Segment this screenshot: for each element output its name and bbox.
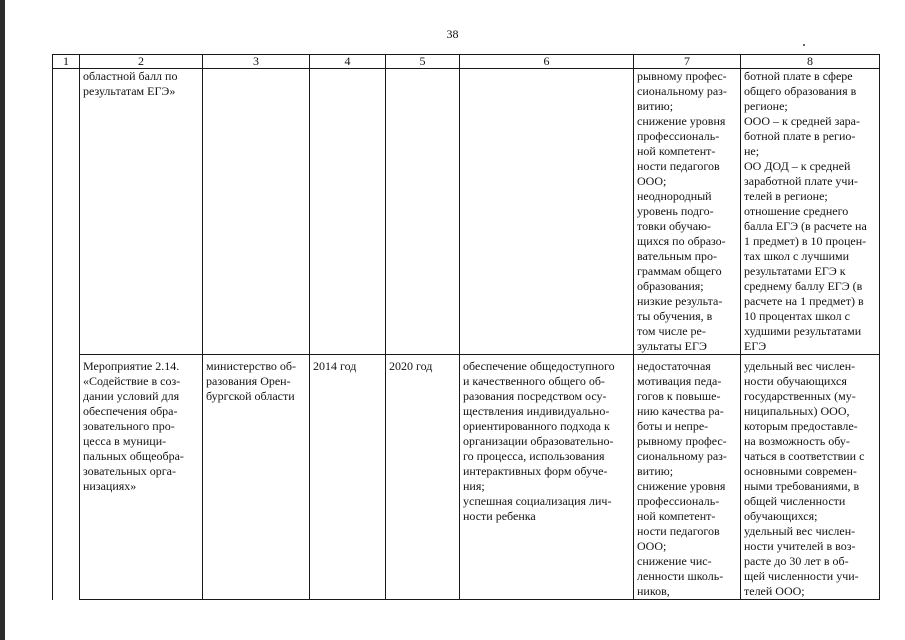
cell-text-line: 2014 год [313,359,357,373]
end-year-cell [386,69,460,355]
cell-text-line: ниципальных) ООО, [744,404,850,418]
cell-text-line: ния; [463,479,485,493]
cell-text-line: телей ООО; [744,584,805,598]
cell-text-line: образования; [637,279,704,293]
cell-text-line: уровень подго- [637,204,714,218]
cell-text-line: удельный вес числен- [744,524,856,538]
cell-text-line: ботной плате в сфере [744,69,853,83]
cell-text-line: которым предоставле- [744,419,858,433]
cell-text-line: боты и непре- [637,419,709,433]
cell-text-line: министерство об- [206,359,297,373]
cell-text-line: тах школ с лучшими [744,249,850,263]
cell-text-line: ОО ДОД – к средней [744,159,851,173]
cell-text-line: отношение среднего [744,204,849,218]
cell-text-line: рывному профес- [637,69,727,83]
cell-text-line: го процесса, использования [463,449,605,463]
cell-text-line: чаться в соответствии с [744,449,865,463]
header-row [53,55,880,69]
header-cell-7: 7 [634,55,741,69]
cell-text-line: худшими результатами [744,324,862,338]
cell-text-line: ной компетент- [637,144,716,158]
start-year-cell [310,355,386,600]
cell-text-line: ленности школь- [637,569,724,583]
scan-speck [803,44,805,46]
cell-text-line: общего образования в [744,84,857,98]
cell-text-line: бургской области [206,389,295,403]
table-body [53,55,880,600]
cell-text-line: разования Орен- [206,374,291,388]
cell-text-line: балла ЕГЭ (в расчете на [744,219,867,233]
cell-text-line: зовательного про- [83,419,175,433]
cell-text-line: сиональному раз- [637,84,727,98]
cell-text-line: ществления индивидуально- [463,404,610,418]
cell-text-line: пальных общеобра- [83,449,184,463]
table-row [53,355,880,600]
cell-text-line: среднему баллу ЕГЭ (в [744,279,863,293]
cell-text-line: на возможность обу- [744,434,850,448]
cell-text-line: ной компетент- [637,509,716,523]
executor-cell [203,355,310,600]
cell-text-line: снижение уровня [637,114,726,128]
cell-text-line: неоднородный [637,189,712,203]
cell-text-line: низациях» [83,479,137,493]
cell-text-line: низкие результа- [637,294,723,308]
cell-text-line: общей численности [744,494,846,508]
cell-text-line: профессиональ- [637,129,720,143]
cell-text-line: основными современ- [744,464,857,478]
cell-text-line: нию качества ра- [637,404,724,418]
cell-text-line: недостаточная [637,359,711,373]
cell-text-line: ботной плате в регио- [744,129,856,143]
header-cell-8: 8 [741,55,880,69]
cell-text-line: государственных (му- [744,389,856,403]
expected-result-cell [460,355,634,600]
cell-text-line: интерактивных форм обуче- [463,464,608,478]
cell-text-line: заработной плате учи- [744,174,858,188]
cell-text-line: зовательных орга- [83,464,176,478]
cell-text-line: расте до 30 лет в об- [744,554,849,568]
number-cell [53,69,80,355]
cell-text-line: 10 процентах школ с [744,309,850,323]
expected-result-cell [460,69,634,355]
cell-text-line: граммам общего [637,264,722,278]
cell-text-line: рывному профес- [637,434,727,448]
target-indicators-cell [741,69,880,355]
start-year-cell [310,69,386,355]
cell-text-line: щей численности учи- [744,569,859,583]
cell-text-line: том числе ре- [637,324,706,338]
cell-text-line: ООО; [637,539,667,553]
table-row [53,69,880,355]
page-binding-edge [0,0,5,640]
cell-text-line: цесса в муници- [83,434,167,448]
cell-text-line: мотивация педа- [637,374,722,388]
cell-text-line: результатам ЕГЭ» [83,84,176,98]
executor-cell [203,69,310,355]
cell-text-line: удельный вес числен- [744,359,856,373]
cell-text-line: щихся по образо- [637,234,726,248]
cell-text-line: расчете на 1 предмет) в [744,294,864,308]
end-year-cell [386,355,460,600]
cell-text-line: разования посредством осу- [463,389,607,403]
cell-text-line: и качественного общего об- [463,374,605,388]
cell-text-line: ности педагогов [637,159,720,173]
target-indicators-cell [741,355,880,600]
cell-text-line: телей в регионе; [744,189,828,203]
cell-text-line: витию; [637,99,674,113]
cell-text-line: вательным про- [637,249,718,263]
cell-text-line: ности обучающихся [744,374,847,388]
header-cell-2: 2 [80,55,203,69]
cell-text-line: областной балл по [83,69,178,83]
header-cell-1: 1 [53,55,80,69]
cell-text-line: дании условий для [83,389,180,403]
cell-text-line: 2020 год [389,359,433,373]
cell-text-line: ности педагогов [637,524,720,538]
indicator-cell [80,355,203,600]
cell-text-line: Мероприятие 2.14. [83,359,180,373]
number-cell [53,355,80,600]
cell-text-line: ориентированного подхода к [463,419,610,433]
cell-text-line: витию; [637,464,674,478]
header-cell-4: 4 [310,55,386,69]
cell-text-line: регионе; [744,99,788,113]
header-cell-6: 6 [460,55,634,69]
cell-text-line: гогов к повыше- [637,389,721,403]
cell-text-line: снижение чис- [637,554,712,568]
indicator-cell [80,69,203,355]
cell-text-line: результатами ЕГЭ к [744,264,846,278]
cell-text-line: ности ребенка [463,509,536,523]
activities-table [52,54,880,600]
cell-text-line: ными требованиями, в [744,479,860,493]
cell-text-line: обеспечение общедоступного [463,359,615,373]
cell-text-line: снижение уровня [637,479,726,493]
cell-text-line: ников, [637,584,670,598]
cell-text-line: ЕГЭ [744,339,767,353]
cell-text-line: ООО – к средней зара- [744,114,860,128]
cell-text-line: «Содействие в соз- [83,374,181,388]
header-cell-3: 3 [203,55,310,69]
header-cell-5: 5 [386,55,460,69]
cell-text-line: ты обучения, в [637,309,713,323]
cell-text-line: товки обучаю- [637,219,711,233]
cell-text-line: зультаты ЕГЭ [637,339,707,353]
page-number: 38 [446,27,459,41]
cell-text-line: не; [744,144,760,158]
cell-text-line: обеспечения обра- [83,404,178,418]
cell-text-line: сиональному раз- [637,449,727,463]
cell-text-line: обучающихся; [744,509,818,523]
risks-cell [634,69,741,355]
cell-text-line: организации образовательно- [463,434,614,448]
risks-cell [634,355,741,600]
cell-text-line: 1 предмет) в 10 процен- [744,234,867,248]
cell-text-line: ООО; [637,174,667,188]
cell-text-line: ности учителей в воз- [744,539,856,553]
cell-text-line: успешная социализация лич- [463,494,612,508]
cell-text-line: профессиональ- [637,494,720,508]
